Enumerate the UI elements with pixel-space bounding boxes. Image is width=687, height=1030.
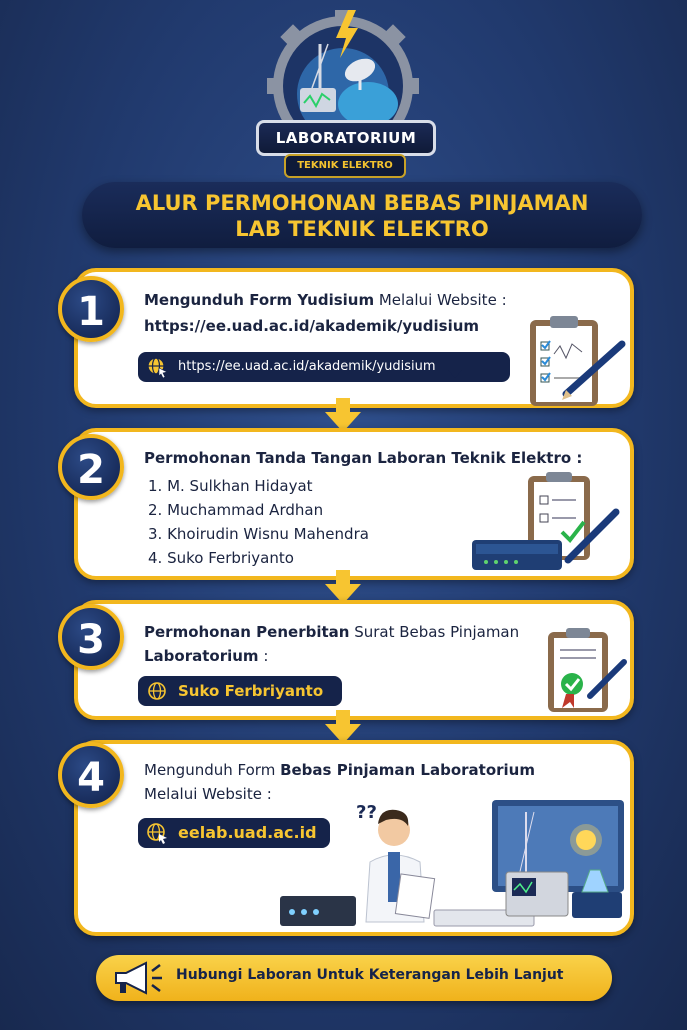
globe-cursor-icon (146, 356, 168, 378)
contact-banner[interactable] (96, 955, 612, 1001)
list-item: 4. Suko Ferbriyanto (148, 549, 294, 567)
step-3-title-line2-bold: Laboratorium (144, 647, 259, 665)
logo-title: LABORATORIUM (256, 120, 436, 156)
svg-text:??: ?? (356, 802, 377, 823)
step-1-number: 1 (58, 276, 124, 342)
certificate-clipboard-icon (544, 626, 628, 716)
logo-subtitle: TEKNIK ELEKTRO (284, 154, 406, 178)
download-arrow-icon[interactable] (446, 358, 464, 380)
step-3-contact-badge (138, 676, 342, 706)
step-4-title (144, 758, 535, 782)
step-3-title-bold: Permohonan Penerbitan (144, 623, 350, 641)
step-3-title-line2 (144, 644, 268, 668)
step-1-link-text: https://ee.uad.ac.id/akademik/yudisium (178, 359, 436, 374)
page-title-line2: LAB TEKNIK ELEKTRO (235, 217, 489, 241)
step-4-title-bold: Bebas Pinjaman Laboratorium (280, 761, 535, 779)
step-4-card (74, 740, 634, 936)
page-title-line1: ALUR PERMOHONAN BEBAS PINJAMAN (135, 191, 589, 215)
step-1-card (74, 268, 634, 408)
globe-cursor-icon (146, 822, 168, 844)
lab-technician-illustration (274, 792, 630, 936)
list-item: 3. Khoirudin Wisnu Mahendra (148, 525, 369, 543)
step-1-title-rest: Melalui Website : (374, 291, 507, 309)
contact-banner-text: Hubungi Laboran Untuk Keterangan Lebih Lanjut (176, 967, 564, 983)
step-4-website-text: eelab.uad.ac.id (178, 823, 317, 842)
step-3-title-rest: Surat Bebas Pinjaman (349, 623, 520, 641)
list-item: 1. M. Sulkhan Hidayat (148, 477, 313, 495)
step-3-number: 3 (58, 604, 124, 670)
step-4-number: 4 (58, 742, 124, 808)
list-item: 2. Muchammad Ardhan (148, 501, 324, 519)
lab-logo (248, 8, 438, 180)
step-3-title-colon: : (258, 647, 269, 665)
globe-icon (146, 680, 168, 702)
step-2-number: 2 (58, 434, 124, 500)
step-2-name-list (148, 474, 369, 570)
clipboard-checklist-icon (526, 314, 630, 410)
step-2-title: Permohonan Tanda Tangan Laboran Teknik Elektro : (144, 449, 583, 467)
step-1-url: https://ee.uad.ac.id/akademik/yudisium (144, 317, 480, 335)
step-4-title-line2: Melalui Website : (144, 785, 272, 803)
step-1-title (144, 288, 507, 312)
page-title (82, 182, 642, 248)
step-3-contact-name: Suko Ferbriyanto (178, 682, 324, 700)
clipboard-device-icon (466, 472, 630, 580)
step-1-title-bold: Mengunduh Form Yudisium (144, 291, 375, 309)
megaphone-icon (112, 959, 166, 997)
step-4-title-pre: Mengunduh Form (144, 761, 281, 779)
step-2-card (74, 428, 634, 580)
step-3-card (74, 600, 634, 720)
step-3-title (144, 620, 519, 644)
